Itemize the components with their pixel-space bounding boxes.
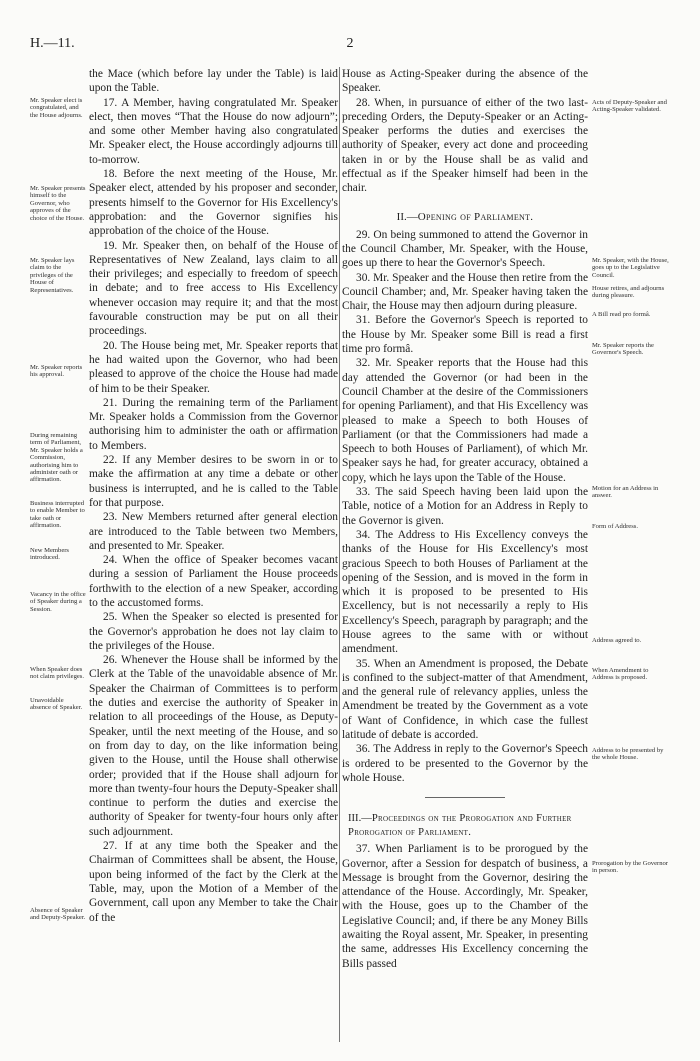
paragraph: 35. When an Amendment is proposed, the Debate is confined to the subject-matter of that Amendment, and the general rule of relevancy applies, unless the Amendment be treated by the Government as a vote of Want of Confidence, in which case the fullest latitude of debate is accorded. xyxy=(342,657,588,742)
margin-note: Business interrupted to enable Member to take oath or affirmation. xyxy=(30,500,85,530)
margin-note: Mr. Speaker reports his approval. xyxy=(30,364,83,379)
paragraph: 20. The House being met, Mr. Speaker reports that he had waited upon the Governor, who had been pleased to approve of the choice the House had made of him to be their Speaker. xyxy=(89,339,338,395)
margin-note: Prorogation by the Governor in person. xyxy=(592,860,668,875)
paragraph: 21. During the remaining term of the Parliament Mr. Speaker holds a Commission from the Governor authorising him to administer the oath or affirmation to Members. xyxy=(89,396,338,452)
paragraph: 27. If at any time both the Speaker and the Chairman of Committees shall be absent, the House, upon being informed of the fact by the Clerk at the Table, may, upon the Motion of a Member of the Government, call upon any Member to take the Chair of the xyxy=(89,840,338,924)
paragraph: 18. Before the next meeting of the House, Mr. Speaker elect, attended by his proposer and seconder, presents himself to the Governor for His Excellency's approbation: and the Governor signifies his approbation of the choice of the House. xyxy=(89,168,338,238)
paragraph: 25. When the Speaker so elected is presented for the Governor's approbation he does not lay claim to the privileges of the House. xyxy=(89,611,338,652)
paragraph: 24. When the office of Speaker becomes vacant during a session of Parliament the House proceeds forthwith to the election of a new Speaker, according to the accustomed forms. xyxy=(89,554,338,609)
column-divider xyxy=(339,67,340,1042)
paragraph: 34. The Address to His Excellency conveys the thanks of the House for His Excellency's most gracious Speech to both Houses of Parliament at the opening of the Session, and is moved in the form in which it is proposed to be presented to His Excellency, but is not necessarily a reply to His Excellency's Speech, paragraph by paragraph; and the House agrees to the same with or without amendment. xyxy=(342,528,588,656)
paragraph: 36. The Address in reply to the Governor's Speech is ordered to be presented to the Governor by the whole House. xyxy=(342,743,588,784)
right-body-text xyxy=(342,67,588,971)
section-title: Proceedings on the Prorogation and Further Prorogation of Parliament. xyxy=(348,813,572,839)
margin-note: When Amendment to Address is proposed. xyxy=(592,667,649,682)
section-heading xyxy=(342,812,588,840)
paragraph: 28. When, in pursuance of either of the two last-preceding Orders, the Deputy-Speaker or an Acting-Speaker performs the duties and exercises the authority of Speaker, every act done and proceeding taken in or by the House shall be as valid and effectual as if the Speaker himself had been in the chair. xyxy=(342,96,588,195)
document-id: H.—11. xyxy=(30,36,75,51)
paragraph: 22. If any Member desires to be sworn in or to make the affirmation at any time a debate or other business is interrupted, and he is called to the Table for that purpose. xyxy=(89,454,338,509)
margin-note: Form of Address. xyxy=(592,523,638,530)
paragraph: the Mace (which before lay under the Table) is laid upon the Table. xyxy=(89,68,338,95)
margin-note: When Speaker does not claim privileges. xyxy=(30,666,85,681)
left-body-text xyxy=(89,67,338,925)
paragraph: 29. On being summoned to attend the Governor in the Council Chamber, Mr. Speaker, with the House, goes up there to hear the Governor's Speech. xyxy=(342,228,588,270)
paragraph: House as Acting-Speaker during the absence of the Speaker. xyxy=(342,68,588,95)
paragraph: 26. Whenever the House shall be informed by the Clerk at the Table of the unavoidable absence of Mr. Speaker the Chairman of Committees is to perform the duties and exercise the authority of Speaker in relation to all proceedings of the House, as Deputy-Speaker, until the next meeting of the House, and so on from day to day, on the like information being given to the House, until the House shall otherwise order; provided that if the House shall adjourn for more than twenty-four hours the Deputy-Speaker shall continue to perform the duties and exercise the authority of Speaker for twenty-four hours only after such adjournment. xyxy=(89,654,338,838)
section-divider-rule xyxy=(425,797,505,798)
paragraph: 31. Before the Governor's Speech is reported to the House by Mr. Speaker some Bill is read a first time pro formâ. xyxy=(342,314,588,356)
paragraph: 32. Mr. Speaker reports that the House had this day attended the Governor (or had been in the Council Chamber at the desire of the Commissioners for opening Parliament), and that His Excellency was pleased to make a Speech to both Houses of Parliament (or that the Commissioners had made a Speech to both Houses of Parliament), of which Mr. Speaker says he had, for greater accuracy, obtained a copy, which he lays upon the Table of the House. xyxy=(342,357,588,484)
page-header xyxy=(30,36,670,56)
paragraph: 17. A Member, having congratulated Mr. Speaker elect, then moves “That the House do now adjourn”; and some other Member having also congratulated Mr. Speaker elect, the House accordingly adjourns till to-morrow. xyxy=(89,96,338,166)
paragraph: 19. Mr. Speaker then, on behalf of the House of Representatives of New Zealand, lays claim to all their privileges; and especially to freedom of speech in debate; and to free access to His Excellency whenever occasion may require it; and that the most favourable construction may be put on all their proceedings. xyxy=(89,239,338,338)
margin-note: Mr. Speaker elect is congratulated, and the House adjourns. xyxy=(30,97,83,119)
margin-note: Mr. Speaker, with the House, goes up to the Legislative Council. xyxy=(592,257,669,279)
margin-note: Unavoidable absence of Speaker. xyxy=(30,697,83,712)
margin-note: Mr. Speaker lays claim to the privileges of the House of Representatives. xyxy=(30,257,75,294)
section-numeral: II.— xyxy=(396,210,418,223)
paragraph: 30. Mr. Speaker and the House then retire from the Council Chamber; and, Mr. Speaker having taken the Chair, the House may then adjourn during pleasure. xyxy=(342,271,588,313)
margin-note: Vacancy in the office of Speaker during a Session. xyxy=(30,591,86,613)
margin-note: Address agreed to. xyxy=(592,637,642,644)
margin-note: Absence of Speaker and Deputy-Speaker. xyxy=(30,907,86,922)
margin-note: New Members introduced. xyxy=(30,547,70,562)
paragraph: 23. New Members returned after general election are introduced to the Table between two Members, and presented to Mr. Speaker. xyxy=(89,511,338,552)
section-numeral: III.— xyxy=(348,813,372,825)
margin-note: Motion for an Address in answer. xyxy=(592,485,659,500)
margin-note: During remaining term of Parliament, Mr. Speaker holds a Commission, authorising him to administer oath or affirmation. xyxy=(30,432,83,484)
margin-note: House retires, and adjourns during pleasure. xyxy=(592,285,665,300)
left-column xyxy=(30,67,338,925)
margin-note: Mr. Speaker reports the Governor's Speech. xyxy=(592,342,654,357)
margin-note: Address to be presented by the whole House. xyxy=(592,747,664,762)
right-column xyxy=(342,67,670,971)
margin-note: A Bill read pro formâ. xyxy=(592,311,651,318)
page-number: 2 xyxy=(346,36,354,51)
section-heading xyxy=(342,210,588,224)
paragraph: 33. The said Speech having been laid upon the Table, notice of a Motion for an Address in Reply to the Governor is given. xyxy=(342,486,588,527)
margin-note: Acts of Deputy-Speaker and Acting-Speaker validated. xyxy=(592,99,667,114)
margin-note: Mr. Speaker presents himself to the Governor, who approves of the choice of the House. xyxy=(30,185,86,222)
section-title: Opening of Parliament. xyxy=(417,210,534,223)
paragraph: 37. When Parliament is to be prorogued by the Governor, after a Session for despatch of business, a Message is brought from the Governor, desiring the attendance of the House. Accordingly, Mr. Speaker, with the House, goes up to the Chamber of the Legislative Council; and, if there be any Money Bills awaiting the Royal assent, Mr. Speaker, in presenting the same, addresses His Excellency concerning the Bills passed xyxy=(342,843,588,970)
